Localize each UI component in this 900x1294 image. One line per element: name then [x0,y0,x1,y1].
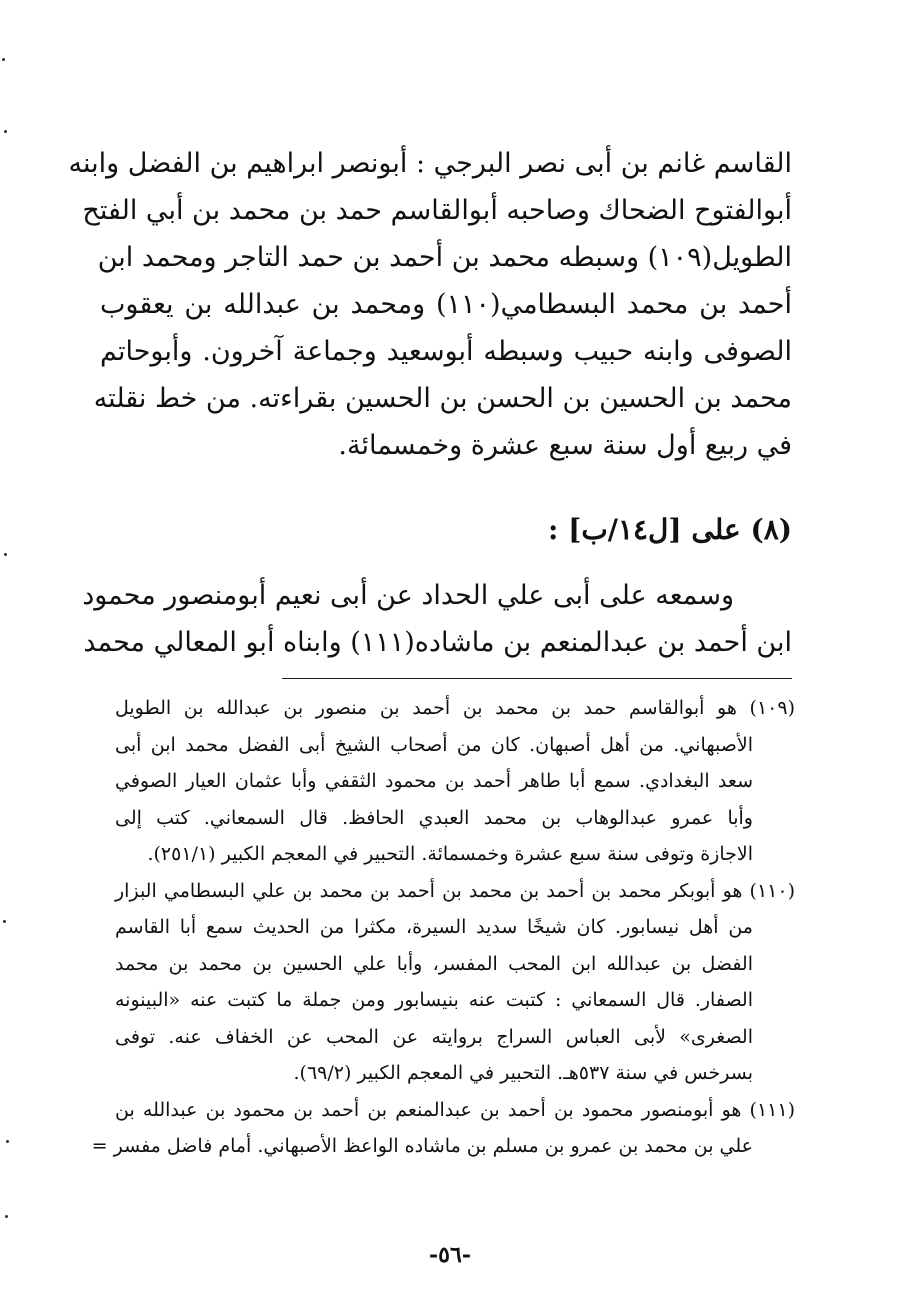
footnote-line: من أهل نيسابور. كان شيخًا سديد السيرة، مكثرا من الحديث سمع أبا القاسم [115,916,753,938]
footnotes-block [91,690,795,1165]
margin-dot [4,130,7,133]
margin-dot [5,1215,8,1218]
footnote-line: (١١٠) هو أبوبكر محمد بن أحمد بن محمد بن أحمد بن محمد بن علي البسطامي البزار [115,879,795,902]
footnote-line: (١٠٩) هو أبوالقاسم حمد بن محمد بن أحمد بن منصور بن عبدالله بن الطويل [115,697,795,719]
section-text-line: وسمعه على أبى علي الحداد عن أبى نعيم أبومنصور محمود [82,580,734,611]
footnote-line: وأبا عمرو عبدالوهاب بن محمد العبدي الحافظ. قال السمعاني. كتب إلى [115,806,753,829]
footnote-line: سعد البغدادي. سمع أبا طاهر أحمد بن محمود الثقفي وأبا عثمان العيار الصوفي [115,770,753,792]
main-text-line: القاسم غانم بن أبى نصر البرجي : أبونصر ابراهيم بن الفضل وابنه [68,148,792,179]
footnote-line: الاجازة وتوفى سنة سبع عشرة وخمسمائة. التحبير في المعجم الكبير (٢٥١/١). [147,843,753,865]
margin-dot [4,553,7,556]
footnote-line: الصفار. قال السمعاني : كتبت عنه بنيسابور ومن جملة ما كتبت عنه «البينونه [115,989,753,1011]
main-text-line: أبوالفتوح الضحاك وصاحبه أبوالقاسم حمد بن محمد بن أبي الفتح [82,195,792,226]
margin-dot [3,920,6,923]
main-text-line: محمد بن الحسين بن الحسن بن الحسين بقراءته. من خط نقلته [93,383,792,414]
footnote-line: علي بن محمد بن عمرو بن مسلم بن ماشاده الواعظ الأصبهاني. أمام فاضل مفسر = [91,1135,753,1157]
footnote-line: الأصبهاني. من أهل أصبهان. كان من أصحاب الشيخ أبى الفضل محمد ابن أبى [115,733,753,756]
section-text-line: ابن أحمد بن عبدالمنعم بن ماشاده(١١١) وابناه أبو المعالي محمد [83,627,792,658]
main-text-line: الطويل(١٠٩) وسبطه محمد بن أحمد بن حمد التاجر ومحمد ابن [97,242,792,273]
margin-dot [6,1140,9,1143]
section-heading: (٨) على [ل١٤/ب] : [548,513,792,546]
page-number: -٥٦- [429,1242,471,1268]
main-text-line: الصوفى وابنه حبيب وسبطه أبوسعيد وجماعة آخرون. وأبوحاتم [100,336,792,367]
footnote-110 [115,873,795,1092]
main-text-block [68,140,792,469]
section-text-block [82,572,792,666]
main-text-line: أحمد بن محمد البسطامي(١١٠) ومحمد بن عبدالله بن يعقوب [100,289,792,320]
footnote-divider [282,678,792,679]
main-text-line: في ربيع أول سنة سبع عشرة وخمسمائة. [338,430,792,461]
footnote-line: بسرخس في سنة ٥٣٧هـ. التحبير في المعجم الكبير (٦٩/٢). [293,1062,753,1084]
footnote-line: (١١١) هو أبومنصور محمود بن أحمد بن عبدالمنعم بن أحمد بن محمود بن عبدالله بن [115,1098,795,1121]
footnote-109 [115,690,795,873]
footnote-111 [91,1092,795,1165]
footnote-line: الفضل بن عبدالله ابن المحب المفسر، وأبا علي الحسين بن محمد بن محمد [115,952,753,975]
margin-dot [2,58,5,61]
footnote-line: الصغرى» لأبى العباس السراج بروايته عن المحب عن الخفاف عنه. توفى [115,1025,753,1048]
